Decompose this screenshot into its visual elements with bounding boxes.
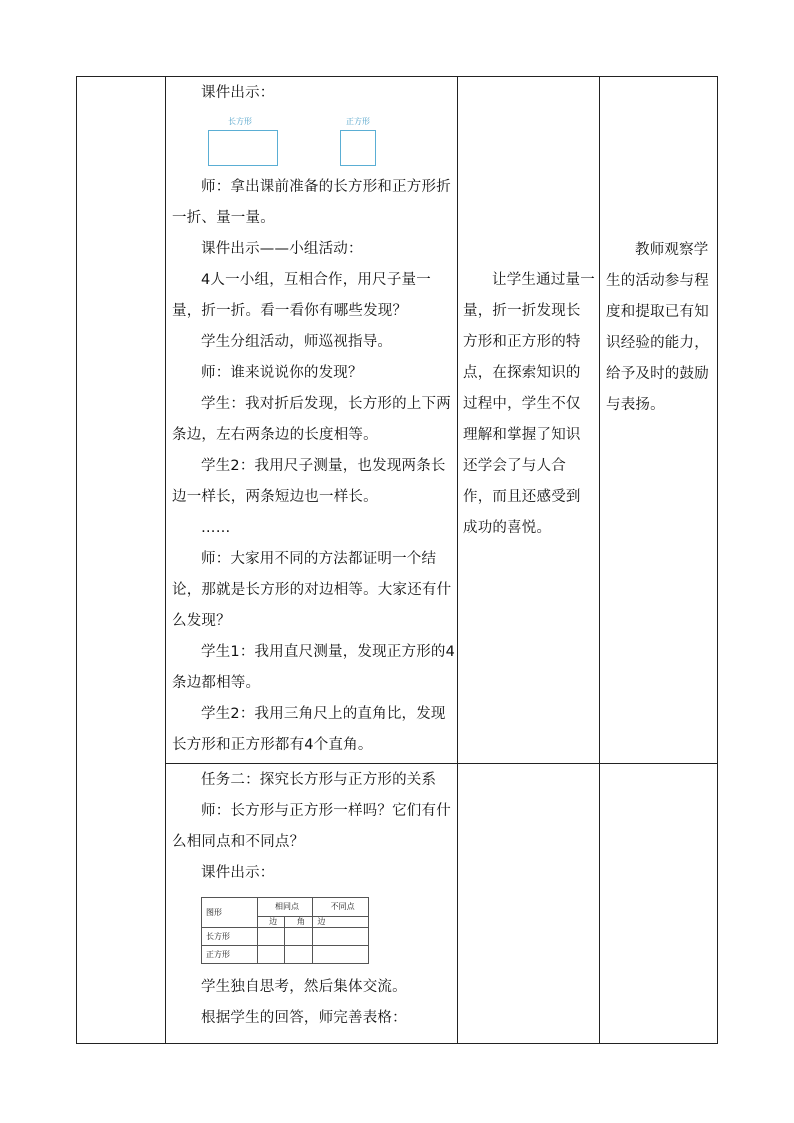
student-answer: 学生：我对折后发现，长方形的上下两条边，左右两条边的长度相等。 — [172, 396, 451, 443]
table-cell — [313, 946, 369, 964]
teacher-question: 师：谁来说说你的发现？ — [201, 365, 363, 381]
table-cell — [285, 928, 313, 946]
teacher-comparison-question: 师：长方形与正方形一样吗？它们有什么相同点和不同点？ — [172, 803, 451, 850]
design-intent-text: 让学生通过量一量，折一折发现长方形和正方形的特点，在探索知识的过程中，学生不仅理解和掌握了知识还学会了与人合作，而且还感受到成功的喜悦。 — [463, 272, 595, 536]
task-two-title: 任务二：探究长方形与正方形的关系 — [201, 772, 437, 788]
table-cell — [257, 928, 285, 946]
table-subheader-side-2: 边 — [313, 917, 369, 928]
table-right-border — [717, 76, 718, 1044]
square-label: 正方形 — [346, 117, 370, 126]
table-bottom-border — [76, 1043, 718, 1044]
teacher-complete-table-text: 根据学生的回答，师完善表格： — [201, 1010, 407, 1026]
table-header-same: 相同点 — [257, 898, 313, 917]
courseware-display-label: 课件出示： — [201, 85, 275, 101]
table-cell — [285, 946, 313, 964]
table-row-rectangle: 长方形 — [202, 928, 258, 946]
table-header-shape: 图形 — [202, 898, 258, 928]
table-row-square: 正方形 — [202, 946, 258, 964]
comparison-table — [201, 897, 369, 964]
teacher-instruction: 师：拿出课前准备的长方形和正方形折一折、量一量。 — [172, 179, 451, 226]
table-subheader-side: 边 — [257, 917, 285, 928]
rectangle-label: 长方形 — [228, 117, 252, 126]
student2-answer: 学生2：我用尺子测量，也发现两条长边一样长，两条短边也一样长。 — [172, 458, 446, 505]
teacher-conclusion: 师：大家用不同的方法都证明一个结论，那就是长方形的对边相等。大家还有什么发现？ — [172, 551, 452, 629]
column-divider-1 — [165, 76, 166, 1044]
table-subheader-angle: 角 — [285, 917, 313, 928]
table-header-diff: 不同点 — [313, 898, 369, 917]
courseware-display-label-2: 课件出示： — [201, 865, 275, 881]
rectangle-shape — [208, 130, 278, 166]
group-activity-label: 课件出示——小组活动： — [201, 241, 363, 257]
row-divider — [165, 763, 718, 764]
column-divider-3 — [599, 76, 600, 1044]
table-cell — [257, 946, 285, 964]
square-shape — [340, 130, 376, 166]
table-cell — [313, 928, 369, 946]
evaluation-text: 教师观察学生的活动参与程度和提取已有知识经验的能力，给予及时的鼓励与表扬。 — [606, 242, 709, 413]
table-left-border — [76, 76, 77, 1044]
group-activity-text: 4人一小组，互相合作，用尺子量一量，折一折。看一看你有哪些发现？ — [172, 272, 431, 319]
student-activity-text: 学生分组活动，师巡视指导。 — [201, 334, 393, 350]
student-think-text: 学生独自思考，然后集体交流。 — [201, 979, 407, 995]
student2-angle-answer: 学生2：我用三角尺上的直角比，发现长方形和正方形都有4个直角。 — [172, 706, 446, 753]
column-divider-2 — [457, 76, 458, 1044]
table-top-border — [76, 76, 718, 77]
ellipsis: …… — [201, 520, 231, 536]
student1-square-answer: 学生1：我用直尺测量，发现正方形的4条边都相等。 — [172, 644, 456, 691]
